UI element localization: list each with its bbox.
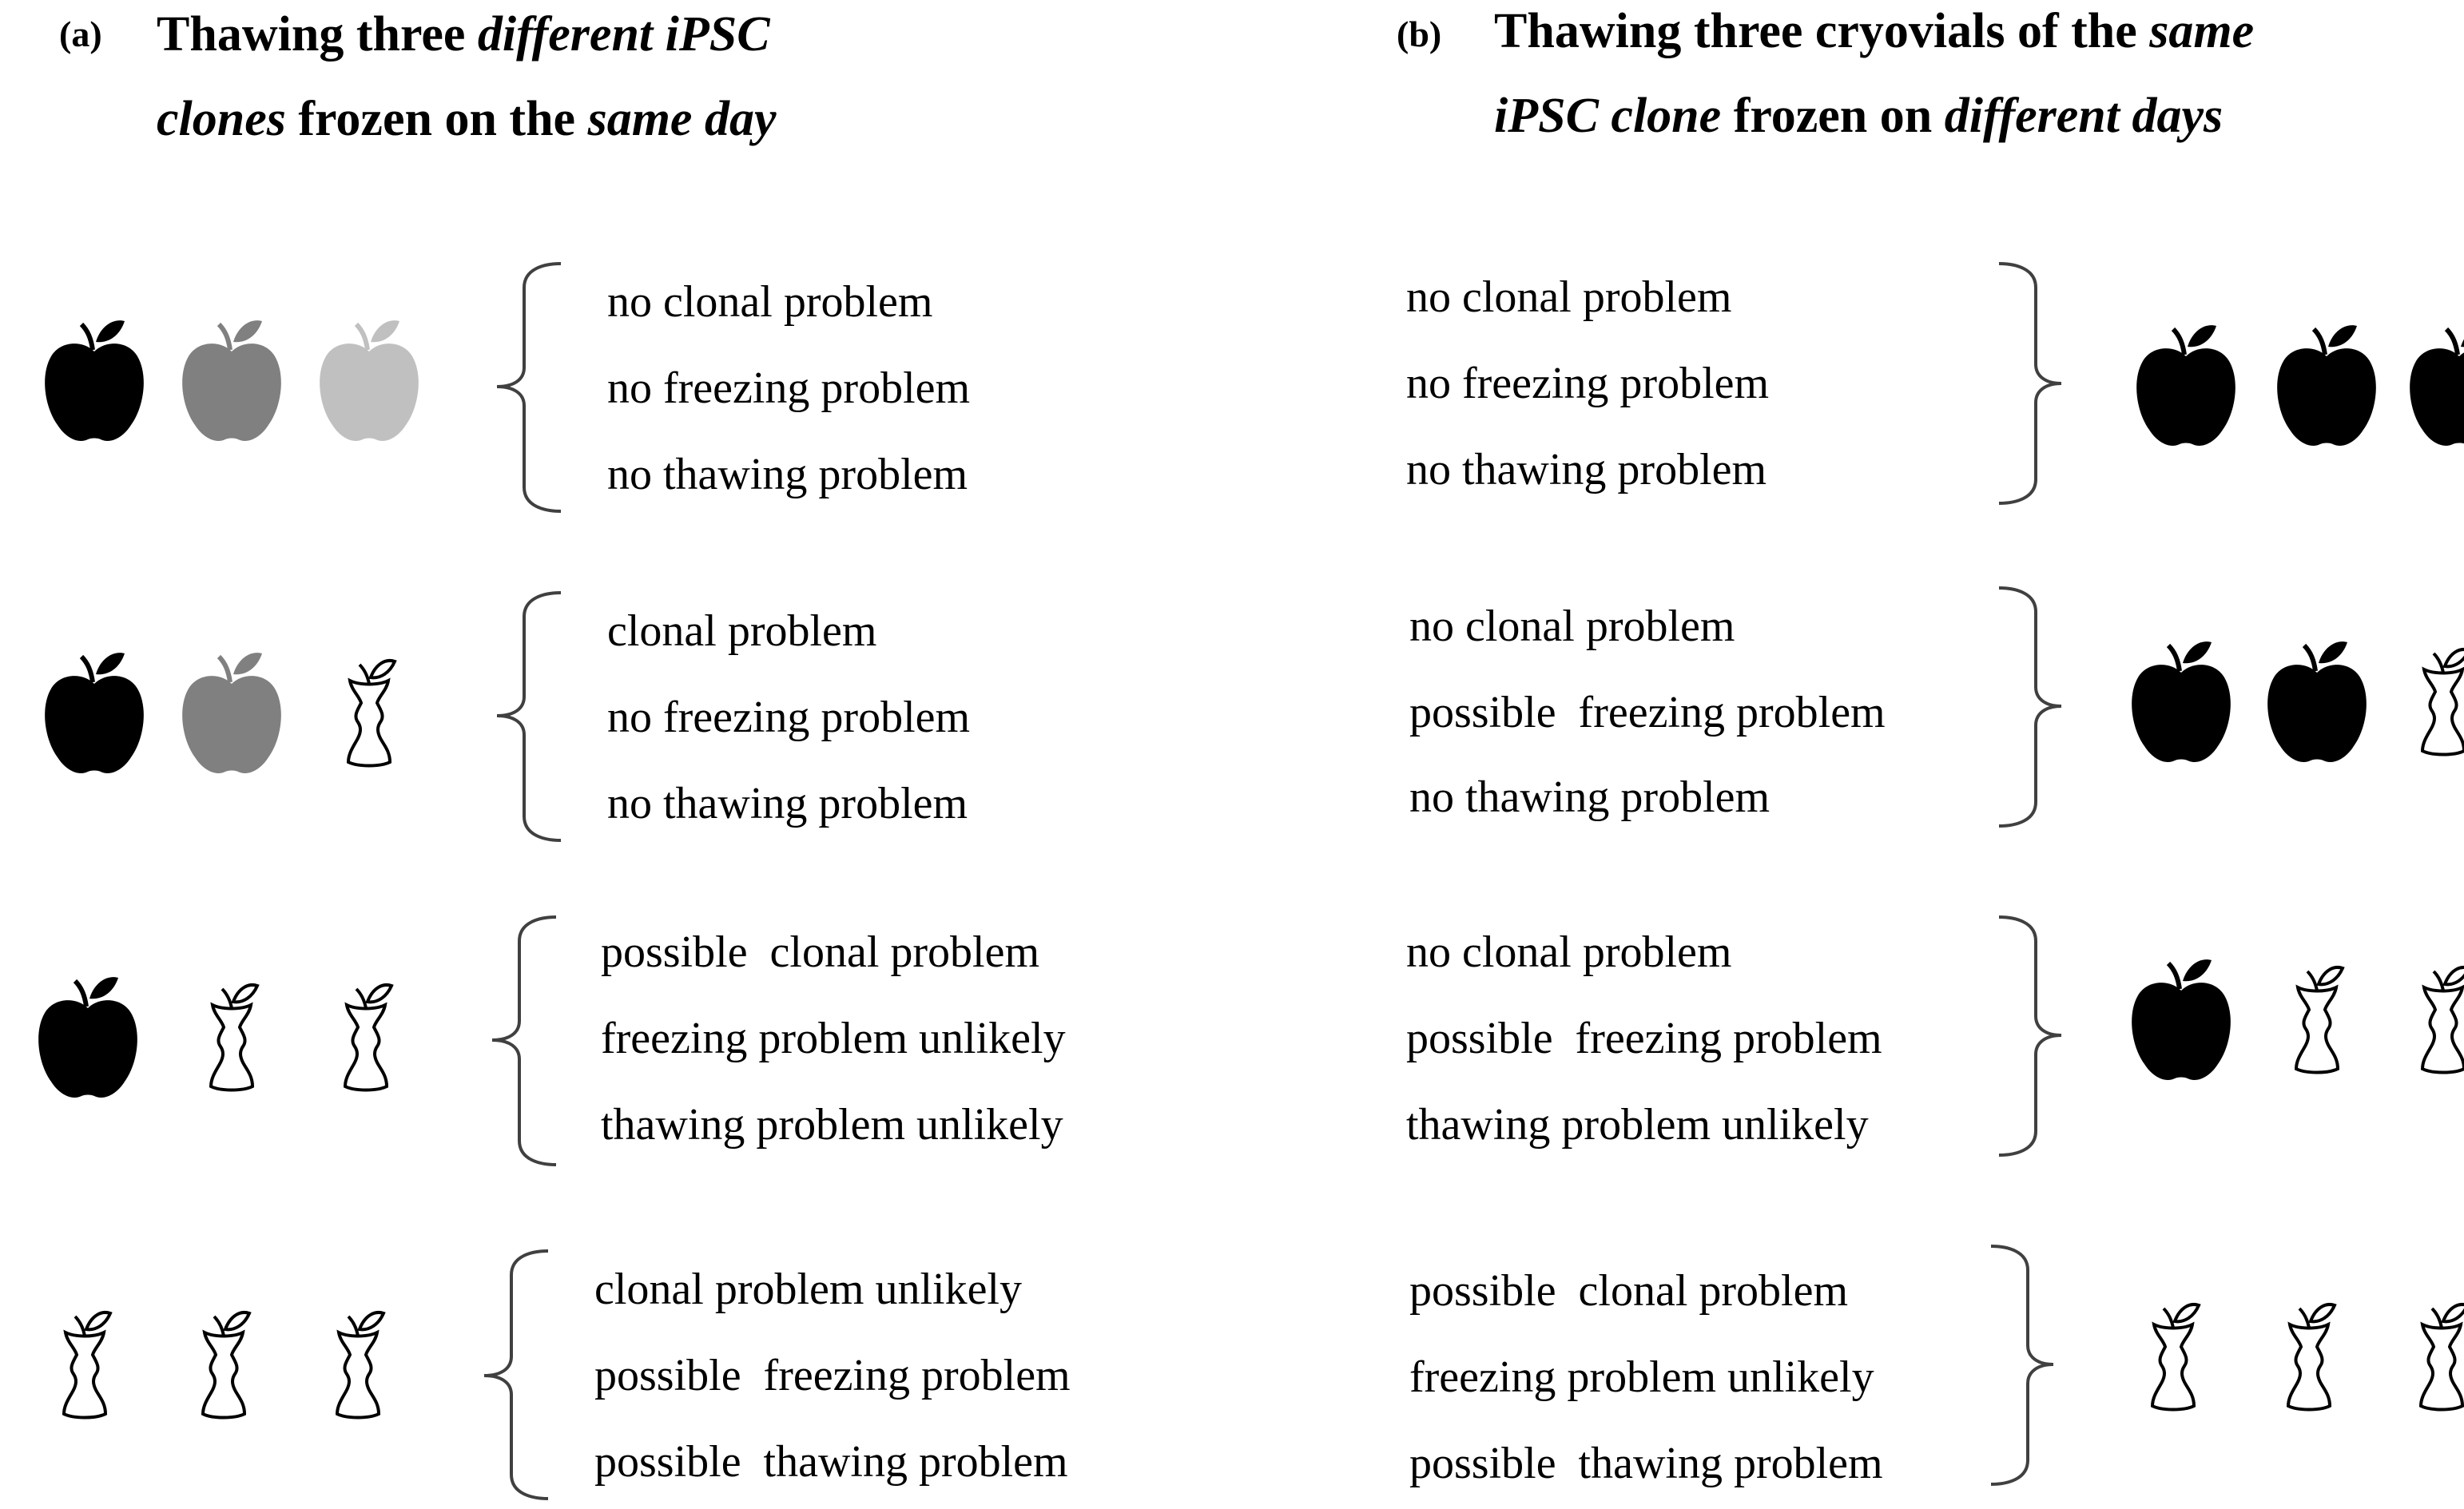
panel-a-row-3-apple-core-icon	[211, 985, 257, 1090]
panel-a-label: (a)	[59, 14, 102, 54]
panel-a-row-3-apple-icon	[38, 977, 137, 1098]
panel-b-row-1-brace	[1999, 264, 2061, 503]
panel-a-row-4-apple-core-icon	[64, 1312, 110, 1418]
panel-b-row-3-brace	[1999, 917, 2061, 1155]
panel-b-row-1-apple-icon	[2277, 325, 2376, 446]
panel-b-row-1-line: no thawing problem	[1406, 445, 1767, 494]
panel-a-row-1-line: no thawing problem	[607, 450, 968, 499]
panel-b-row-2-apple-icon	[2132, 641, 2231, 762]
panel-b-row-4-line: possible clonal problem	[1409, 1266, 1849, 1316]
panel-b-row-2-line: possible freezing problem	[1409, 688, 1886, 737]
panel-b-row-1-apple-icon	[2136, 325, 2235, 446]
panel-a-title-part: Thawing three	[157, 7, 478, 62]
panel-b-row-3-apple-core-icon	[2422, 967, 2464, 1073]
panel-a-row-1-line: no clonal problem	[607, 277, 933, 327]
panel-b-row-2-apple-icon	[2267, 641, 2367, 762]
panel-a-row-1-apple-icon	[45, 320, 144, 441]
panel-a-row-2-brace	[497, 593, 561, 840]
panel-b-row-4-apple-core-icon	[2421, 1304, 2464, 1410]
panel-b-row-2-line: no clonal problem	[1409, 602, 1735, 651]
panel-a-row-4-apple-core-icon	[337, 1312, 384, 1418]
panel-a-row-2-line: no thawing problem	[607, 779, 968, 828]
panel-b-row-4-apple-core-icon	[2152, 1304, 2199, 1410]
panel-b-title-part: iPSC clone	[1494, 89, 1722, 143]
panel-b-row-1-line: no clonal problem	[1406, 272, 1732, 322]
panel-a-row-3-apple-core-icon	[345, 985, 391, 1090]
panel-a-row-4-line: possible thawing problem	[594, 1437, 1068, 1487]
panel-a-row-4-brace	[484, 1251, 548, 1499]
panel-b-title-part: Thawing three cryovials of the	[1494, 4, 2150, 58]
panel-a-row-1-apple-icon	[320, 320, 419, 441]
panel-a-row-2-apple-core-icon	[348, 661, 395, 766]
panel-a-row-3-line: thawing problem unlikely	[601, 1100, 1063, 1150]
panel-b-row-4-line: freezing problem unlikely	[1409, 1352, 1874, 1402]
panel-a-row-3-line: possible clonal problem	[601, 927, 1040, 977]
panel-a-row-3-brace	[492, 917, 556, 1165]
panel-b-row-1-line: no freezing problem	[1406, 359, 1770, 408]
panel-b-title-part: same	[2149, 4, 2255, 58]
panel-b-title-part: frozen on	[1721, 89, 1945, 143]
panel-a-row-4-line: possible freezing problem	[594, 1351, 1071, 1400]
panel-b-row-3-apple-core-icon	[2296, 967, 2343, 1073]
panel-a-row-2-line: no freezing problem	[607, 693, 971, 742]
panel-a-row-3-line: freezing problem unlikely	[601, 1014, 1066, 1063]
panel-b-title-part: different days	[1944, 89, 2224, 143]
panel-a-row-2-apple-icon	[182, 653, 281, 773]
panel-b-row-3-line: possible freezing problem	[1406, 1014, 1882, 1063]
panel-b-label: (b)	[1397, 14, 1442, 54]
panel-b-row-3-line: no clonal problem	[1406, 927, 1732, 977]
panel-a-row-4-apple-core-icon	[203, 1312, 249, 1418]
panel-b-row-4-line: possible thawing problem	[1409, 1439, 1883, 1488]
panel-a-title-part: different iPSC	[477, 7, 770, 62]
panel-a-row-2-line: clonal problem	[607, 606, 877, 656]
panel-a-row-1-line: no freezing problem	[607, 363, 971, 413]
panel-b-row-4-brace	[1991, 1246, 2053, 1484]
panel-b-row-4-apple-core-icon	[2288, 1304, 2335, 1410]
panel-a-title-part: frozen on the	[285, 92, 588, 146]
panel-a-row-2-apple-icon	[45, 653, 144, 773]
panel-b-row-3-apple-icon	[2132, 959, 2231, 1080]
panel-b-row-2-line: no thawing problem	[1409, 772, 1771, 822]
panel-a-title-part: clones	[157, 92, 286, 146]
panel-a-row-1-apple-icon	[182, 320, 281, 441]
panel-b-row-3-line: thawing problem unlikely	[1406, 1100, 1869, 1150]
panel-a-row-4-line: clonal problem unlikely	[594, 1265, 1022, 1314]
panel-b-row-2-apple-core-icon	[2422, 649, 2464, 755]
panel-b-row-2-brace	[1999, 588, 2061, 826]
panel-b-row-1-apple-icon	[2410, 325, 2464, 446]
panel-a-row-1-brace	[497, 264, 561, 511]
panel-a-title-part: same day	[587, 92, 777, 146]
